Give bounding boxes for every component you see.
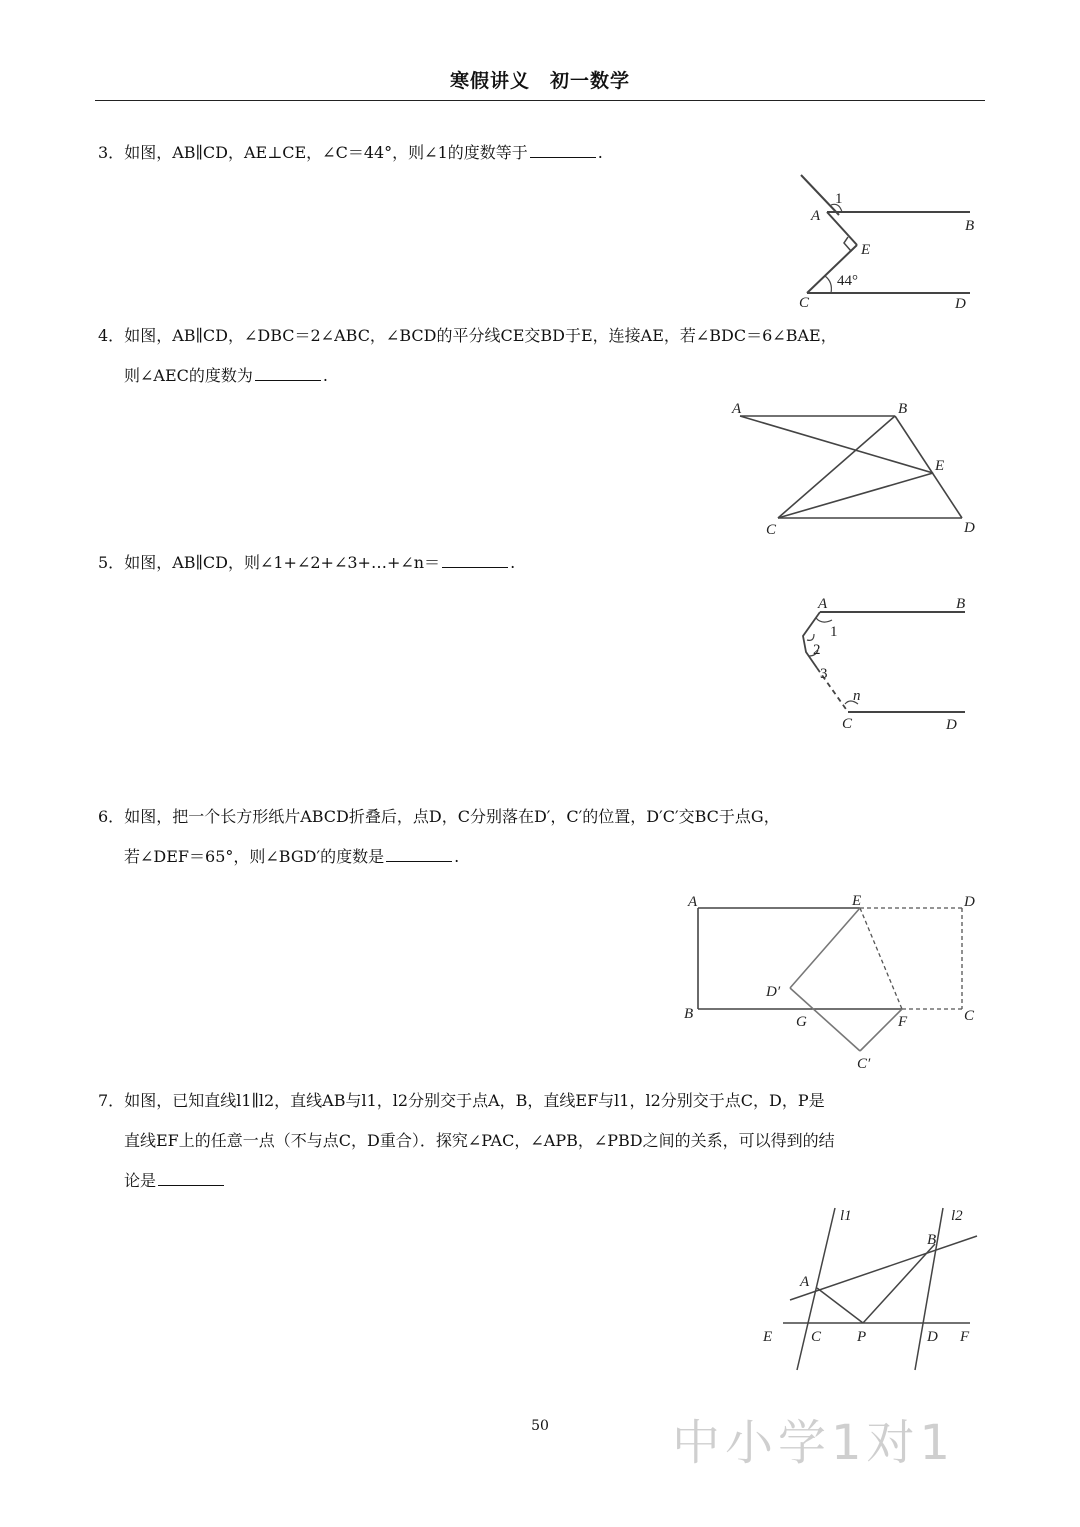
label-A: A <box>818 596 828 612</box>
label-D: D <box>964 894 975 910</box>
label-B: B <box>898 401 908 417</box>
label-E: E <box>861 242 871 258</box>
label-F: F <box>960 1329 970 1345</box>
question-number: 6． <box>98 807 125 826</box>
label-B: B <box>965 218 975 234</box>
page-number: 50 <box>531 1418 549 1434</box>
answer-blank[interactable] <box>255 362 321 381</box>
answer-blank[interactable] <box>158 1167 224 1186</box>
label-angle-44: 44° <box>837 273 858 289</box>
question-text-line3: 论是 <box>124 1171 157 1190</box>
page-header <box>95 66 985 101</box>
label-angle-n: n <box>853 688 861 704</box>
question-text: 如图，AB∥CD，∠DBC＝2∠ABC，∠BCD的平分线CE交BD于E，连接AE，若∠BDC＝6∠BAE， <box>124 326 837 345</box>
watermark: 中小学1对1 <box>672 1415 956 1471</box>
question-text: 如图，已知直线l1∥l2，直线AB与l1，l2分别交于点A，B，直线EF与l1，l2分别交于点C，D，P是 <box>124 1091 825 1110</box>
figure-6 <box>680 888 985 1078</box>
label-C: C <box>964 1008 975 1024</box>
figure-4 <box>730 400 980 540</box>
question-number: 4． <box>98 326 125 345</box>
label-A: A <box>732 401 742 417</box>
label-D: D <box>955 296 966 312</box>
question-text-line2: 若∠DEF＝65°，则∠BGD′的度数是 <box>124 847 385 866</box>
question-number: 3． <box>98 143 125 162</box>
question-7 <box>98 1081 988 1201</box>
label-A: A <box>800 1274 810 1290</box>
answer-blank[interactable] <box>530 139 596 158</box>
header-title: 寒假讲义 初一数学 <box>449 70 630 92</box>
label-angle-1: 1 <box>830 624 838 640</box>
question-3: 3．如图，AB∥CD，AE⊥CE，∠C＝44°，则∠1的度数等于 . <box>98 133 988 173</box>
label-D: D <box>946 717 957 733</box>
label-A: A <box>688 894 698 910</box>
label-P: P <box>857 1329 867 1345</box>
label-D: D <box>964 520 975 536</box>
label-C-prime: C′ <box>857 1056 871 1072</box>
question-4: 4．如图，AB∥CD，∠DBC＝2∠ABC，∠BCD的平分线CE交BD于E，连接AE，若∠BDC＝6∠BAE， 则∠AEC的度数为 . <box>98 326 837 385</box>
label-A: A <box>811 208 821 224</box>
label-C: C <box>811 1329 822 1345</box>
label-B: B <box>927 1232 937 1248</box>
label-C: C <box>799 295 810 311</box>
question-text-line2: 直线EF上的任意一点（不与点C，D重合）．探究∠PAC，∠APB，∠PBD之间的关系，可以得到的结 <box>124 1131 835 1150</box>
label-C: C <box>766 522 777 538</box>
question-text: 如图，AB∥CD，AE⊥CE，∠C＝44°，则∠1的度数等于 <box>124 143 528 162</box>
label-angle-1: 1 <box>835 191 843 207</box>
label-E: E <box>935 458 945 474</box>
question-text: 如图，把一个长方形纸片ABCD折叠后，点D，C分别落在D′，C′的位置，D′C′交BC于点G， <box>124 807 780 826</box>
question-number: 7． <box>98 1091 125 1110</box>
answer-blank[interactable] <box>442 549 508 568</box>
label-F: F <box>898 1014 908 1030</box>
question-number: 5． <box>98 553 125 572</box>
question-5: 5．如图，AB∥CD，则∠1+∠2+∠3+…+∠n＝ . <box>98 543 988 583</box>
question-text: 如图，AB∥CD，则∠1+∠2+∠3+…+∠n＝ <box>124 553 441 572</box>
figure-7 <box>755 1200 985 1375</box>
figure-3 <box>795 170 985 315</box>
label-l2: l2 <box>951 1208 963 1224</box>
label-l1: l1 <box>840 1208 852 1224</box>
label-E: E <box>852 893 862 909</box>
question-text-line2: 则∠AEC的度数为 <box>124 366 253 385</box>
answer-blank[interactable] <box>386 843 452 862</box>
label-C: C <box>842 716 853 732</box>
label-B: B <box>684 1006 694 1022</box>
question-6: 6．如图，把一个长方形纸片ABCD折叠后，点D，C分别落在D′，C′的位置，D′C′交BC于点G， 若∠DEF＝65°，则∠BGD′的度数是 . <box>98 807 780 866</box>
label-B: B <box>956 596 966 612</box>
figure-5 <box>790 590 980 740</box>
label-D: D <box>927 1329 938 1345</box>
label-D-prime: D′ <box>766 984 781 1000</box>
label-G: G <box>796 1014 807 1030</box>
label-angle-3: 3 <box>820 666 828 682</box>
label-E: E <box>763 1329 773 1345</box>
label-angle-2: 2 <box>813 642 821 658</box>
